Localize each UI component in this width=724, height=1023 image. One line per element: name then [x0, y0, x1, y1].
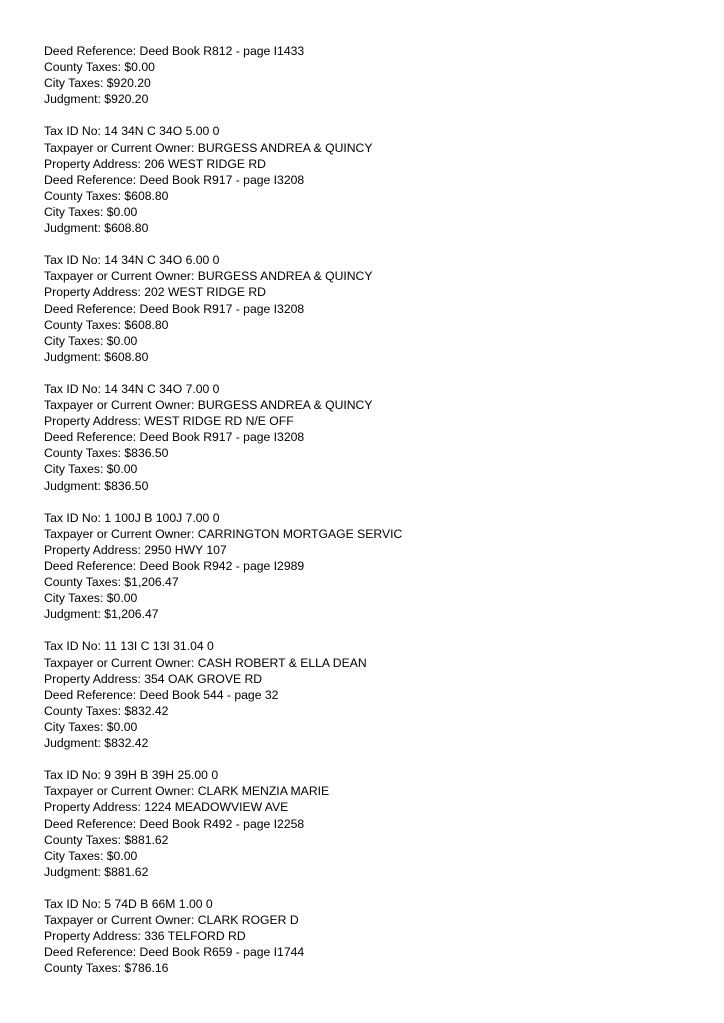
tax-record — [44, 252, 684, 365]
city-taxes: City Taxes: $0.00 — [44, 462, 138, 477]
city-taxes: City Taxes: $0.00 — [44, 719, 138, 734]
tax-id: Tax ID No: 14 34N C 34O 7.00 0 — [44, 381, 220, 396]
deed-reference: Deed Reference: Deed Book R492 - page I2258 — [44, 816, 305, 831]
property-address: Property Address: 354 OAK GROVE RD — [44, 671, 263, 686]
county-taxes: County Taxes: $786.16 — [44, 961, 169, 976]
tax-record — [44, 123, 684, 236]
judgment: Judgment: $836.50 — [44, 478, 149, 493]
city-taxes: City Taxes: $0.00 — [44, 591, 138, 606]
county-taxes: County Taxes: $0.00 — [44, 60, 155, 75]
property-address: Property Address: 2950 HWY 107 — [44, 542, 227, 557]
property-address: Property Address: 206 WEST RIDGE RD — [44, 156, 266, 171]
taxpayer: Taxpayer or Current Owner: BURGESS ANDREA & QUINCY — [44, 398, 373, 413]
deed-reference: Deed Reference: Deed Book R917 - page I3208 — [44, 172, 305, 187]
taxpayer: Taxpayer or Current Owner: CARRINGTON MORTGAGE SERVIC — [44, 526, 403, 541]
taxpayer: Taxpayer or Current Owner: CASH ROBERT & ELLA DEAN — [44, 655, 367, 670]
tax-id: Tax ID No: 14 34N C 34O 6.00 0 — [44, 253, 220, 268]
tax-id: Tax ID No: 14 34N C 34O 5.00 0 — [44, 124, 220, 139]
property-address: Property Address: 1224 MEADOWVIEW AVE — [44, 800, 289, 815]
city-taxes: City Taxes: $920.20 — [44, 76, 151, 91]
judgment: Judgment: $608.80 — [44, 221, 149, 236]
deed-reference: Deed Reference: Deed Book 544 - page 32 — [44, 687, 279, 702]
tax-record — [44, 510, 684, 623]
tax-record — [44, 43, 684, 107]
deed-reference: Deed Reference: Deed Book R812 - page I1433 — [44, 44, 305, 58]
tax-id: Tax ID No: 1 100J B 100J 7.00 0 — [44, 510, 220, 525]
deed-reference: Deed Reference: Deed Book R942 - page I2989 — [44, 559, 305, 573]
city-taxes: City Taxes: $0.00 — [44, 848, 138, 863]
judgment: Judgment: $608.80 — [44, 349, 149, 364]
taxpayer: Taxpayer or Current Owner: CLARK MENZIA MARIE — [44, 784, 330, 799]
county-taxes: County Taxes: $881.62 — [44, 832, 169, 847]
document-page — [44, 43, 684, 993]
taxpayer: Taxpayer or Current Owner: BURGESS ANDREA & QUINCY — [44, 269, 373, 284]
tax-record — [44, 767, 684, 880]
tax-id: Tax ID No: 11 13I C 13I 31.04 0 — [44, 639, 214, 654]
judgment: Judgment: $832.42 — [44, 736, 149, 751]
county-taxes: County Taxes: $832.42 — [44, 703, 169, 718]
taxpayer: Taxpayer or Current Owner: CLARK ROGER D — [44, 913, 299, 928]
county-taxes: County Taxes: $1,206.47 — [44, 575, 179, 590]
deed-reference: Deed Reference: Deed Book R917 - page I3208 — [44, 301, 305, 316]
deed-reference: Deed Reference: Deed Book R659 - page I1744 — [44, 945, 305, 960]
tax-id: Tax ID No: 5 74D B 66M 1.00 0 — [44, 896, 213, 911]
tax-record — [44, 638, 684, 751]
judgment: Judgment: $1,206.47 — [44, 607, 159, 622]
judgment: Judgment: $881.62 — [44, 864, 149, 879]
county-taxes: County Taxes: $608.80 — [44, 188, 169, 203]
city-taxes: City Taxes: $0.00 — [44, 204, 138, 219]
city-taxes: City Taxes: $0.00 — [44, 333, 138, 348]
tax-record — [44, 381, 684, 494]
tax-id: Tax ID No: 9 39H B 39H 25.00 0 — [44, 768, 219, 783]
property-address: Property Address: 202 WEST RIDGE RD — [44, 285, 266, 300]
property-address: Property Address: 336 TELFORD RD — [44, 929, 246, 944]
county-taxes: County Taxes: $836.50 — [44, 446, 169, 461]
county-taxes: County Taxes: $608.80 — [44, 317, 169, 332]
taxpayer: Taxpayer or Current Owner: BURGESS ANDREA & QUINCY — [44, 140, 373, 155]
property-address: Property Address: WEST RIDGE RD N/E OFF — [44, 414, 294, 429]
tax-record — [44, 896, 684, 976]
judgment: Judgment: $920.20 — [44, 92, 149, 107]
deed-reference: Deed Reference: Deed Book R917 - page I3208 — [44, 430, 305, 445]
